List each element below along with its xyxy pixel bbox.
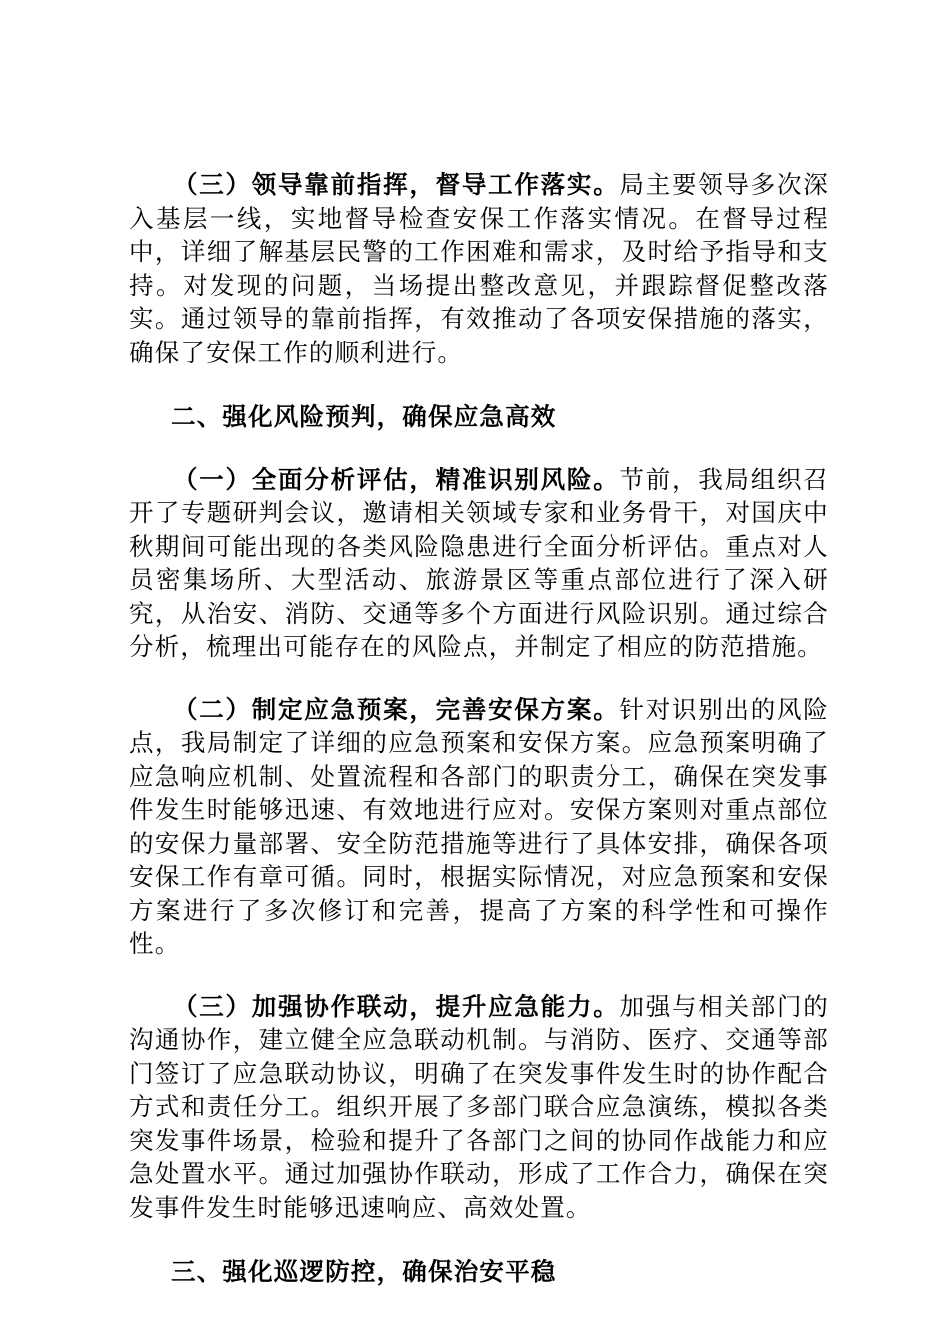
spacer [129,961,829,990]
section-heading-patrol: 三、强化巡逻防控，确保治安平稳 [171,1257,557,1286]
paragraph-coordination [129,990,829,1225]
spacer [129,434,829,463]
paragraph-leadership-supervision [129,168,829,369]
paragraph-body: 节前，我局组织召开了专题研判会议，邀请相关领域专家和业务骨干，对国庆中秋期间可能出现的各类风险隐患进行全面分析评估。重点对人员密集场所、大型活动、旅游景区等重点部位进行了深入研究，从治安、消防、交通等多个方面进行风险识别。通过综合分析，梳理出可能存在的风险点，并制定了相应的防范措施。 [129,464,829,661]
paragraph-risk-analysis [129,463,829,664]
spacer [129,369,829,400]
spacer [129,664,829,693]
paragraph-lead: （一）全面分析评估，精准识别风险。 [173,464,620,494]
paragraph-body: 针对识别出的风险点，我局制定了详细的应急预案和安保方案。应急预案明确了应急响应机制、处置流程和各部门的职责分工，确保在突发事件发生时能够迅速、有效地进行应对。安保方案则对重点部位的安保力量部署、安全防范措施等进行了具体安排，确保各项安保工作有章可循。同时，根据实际情况，对应急预案和安保方案进行了多次修订和完善，提高了方案的科学性和可操作性。 [129,694,829,958]
paragraph-emergency-plan [129,693,829,961]
paragraph-lead: （三）领导靠前指挥，督导工作落实。 [173,170,620,199]
paragraph-lead: （二）制定应急预案，完善安保方案。 [173,694,620,724]
paragraph-lead: （三）加强协作联动，提升应急能力。 [173,991,620,1021]
paragraph-body: 加强与相关部门的沟通协作，建立健全应急联动机制。与消防、医疗、交通等部门签订了应急联动协议，明确了在突发事件发生时的协作配合方式和责任分工。组织开展了多部门联合应急演练，模拟各类突发事件场景，检验和提升了各部门之间的协同作战能力和应急处置水平。通过加强协作联动，形成了工作合力，确保在突发事件发生时能够迅速响应、高效处置。 [129,991,829,1222]
paragraph-body: 局主要领导多次深入基层一线，实地督导检查安保工作落实情况。在督导过程中，详细了解基层民警的工作困难和需求，及时给予指导和支持。对发现的问题，当场提出整改意见，并跟踪督促整改落实。通过领导的靠前指挥，有效推动了各项安保措施的落实，确保了安保工作的顺利进行。 [129,170,829,367]
document-page [129,168,829,1289]
spacer [129,1224,829,1255]
section-heading-risk: 二、强化风险预判，确保应急高效 [171,402,557,431]
